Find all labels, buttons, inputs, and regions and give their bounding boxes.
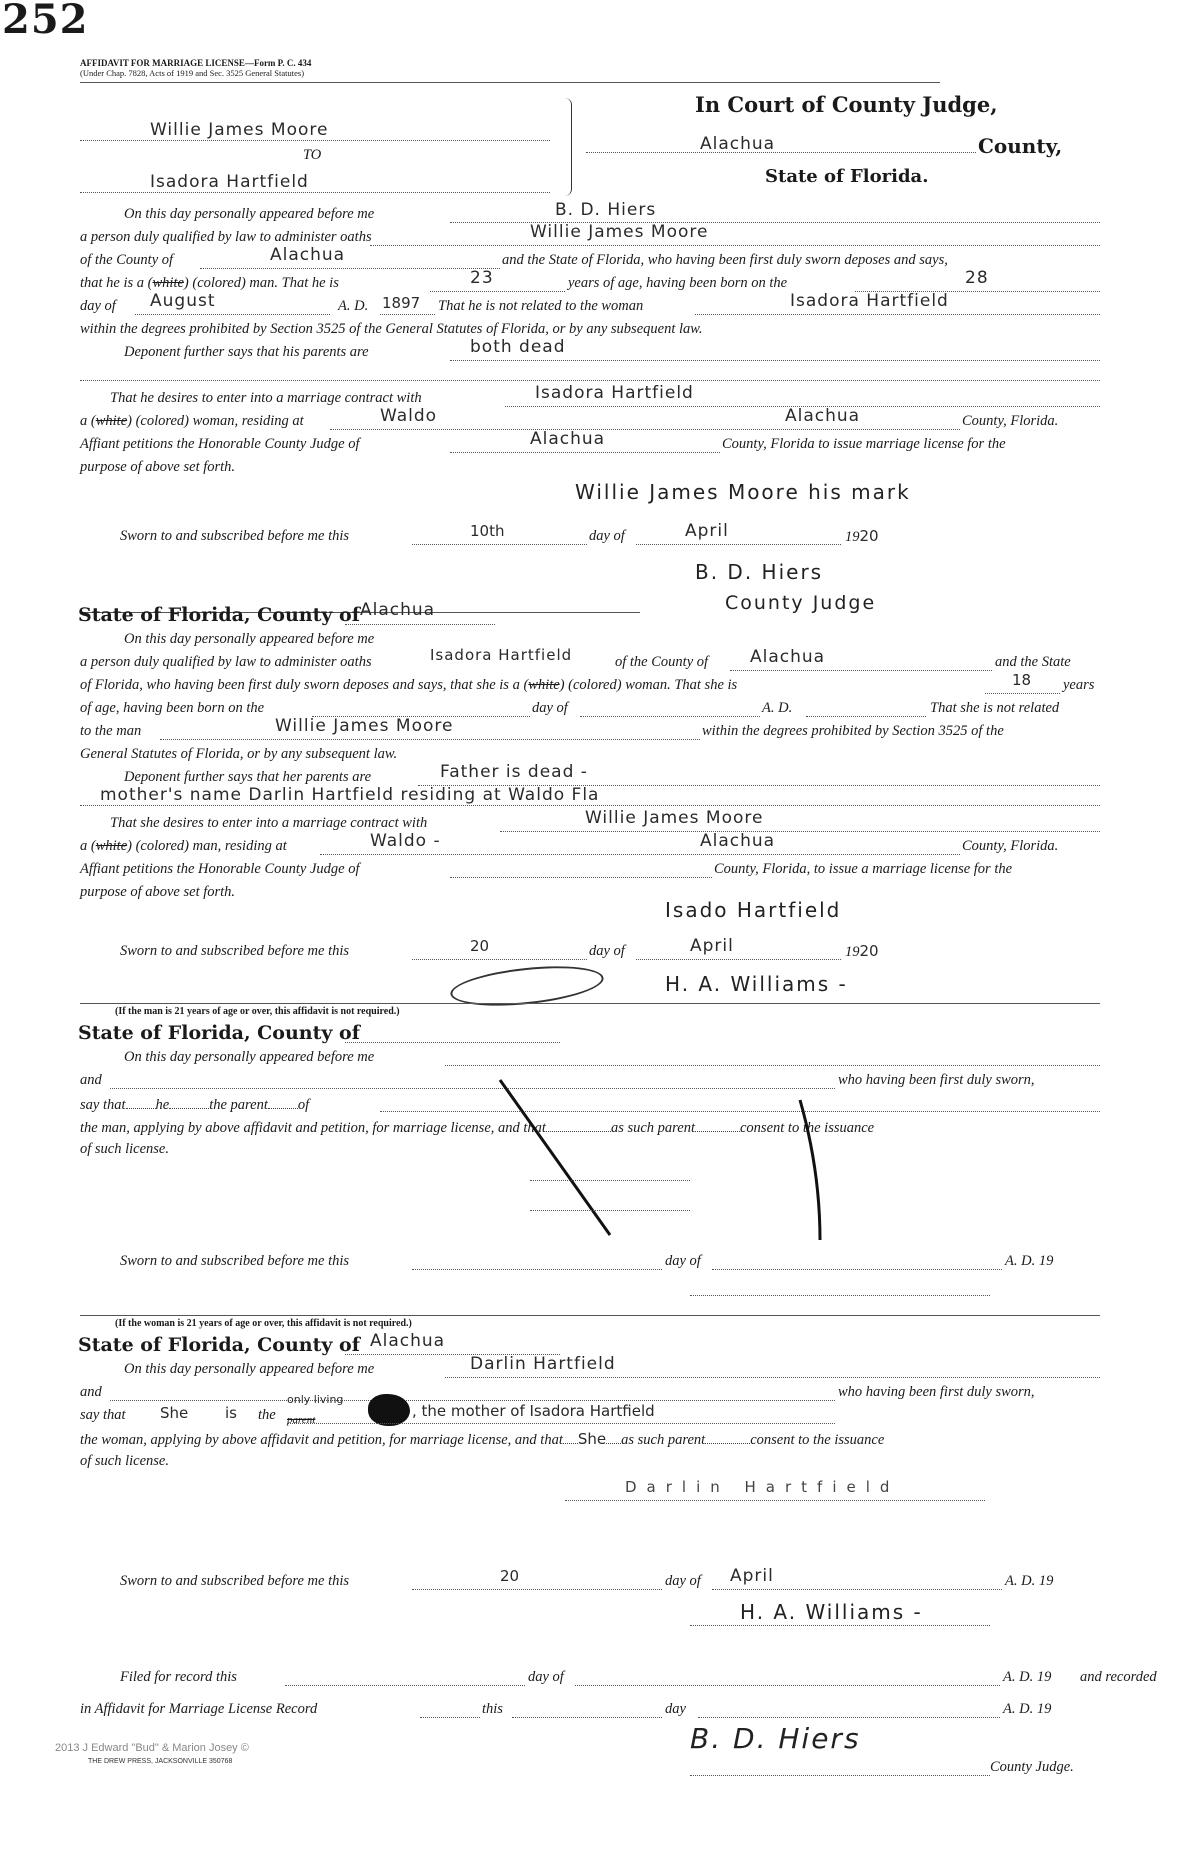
man-parent-officer-sig-line <box>690 1295 990 1296</box>
woman-parent-officer-line <box>445 1377 1100 1378</box>
bride-county-line <box>345 624 495 625</box>
footer-this: this <box>482 1701 503 1717</box>
man-parent-l2b: who having been first duly sworn, <box>838 1072 1035 1088</box>
section-rule-3 <box>80 1315 1100 1316</box>
bride-l5b: within the degrees prohibited by Section 3525 of the <box>702 723 1004 739</box>
county-word: County, <box>978 134 1063 158</box>
woman-parent-l3a: say that <box>80 1407 126 1423</box>
bride-l3c: years <box>1063 677 1095 693</box>
groom-l5a: day of <box>80 298 116 314</box>
bride-parents-2: mother's name Darlin Hartfield residing at Waldo Fla <box>100 785 600 805</box>
bride-age-line <box>985 693 1060 694</box>
groom-affiant: Willie James Moore <box>530 222 709 242</box>
groom-judge-title: County Judge <box>725 592 877 614</box>
bride-parents-1: Father is dead - <box>440 762 588 782</box>
man-parent-ad: A. D. 19 <box>1005 1253 1054 1269</box>
birth-month-line <box>135 314 330 315</box>
void-stroke-left <box>500 1080 610 1235</box>
blank-line <box>80 380 1100 381</box>
bride-l10a: Affiant petitions the Honorable County Judge of <box>80 861 360 877</box>
footer-record-line <box>420 1717 480 1718</box>
woman-parent-clerk-line <box>690 1625 990 1626</box>
woman-parent-sworn: Sworn to and subscribed before me this <box>120 1573 350 1589</box>
county-line <box>200 268 500 269</box>
groom-l6: within the degrees prohibited by Section 3525 of the General Statutes of Florida, or by any subsequent law. <box>80 321 703 337</box>
man-parent-county-line <box>345 1042 560 1043</box>
groom-l8: That he desires to enter into a marriage contract with <box>110 390 422 406</box>
groom-day-of: day of <box>589 528 625 544</box>
bride-line <box>80 192 550 193</box>
groom-contract-with: Isadora Hartfield <box>535 383 694 403</box>
man-parent-l5: of such license. <box>80 1141 169 1157</box>
bride-residing: Waldo - <box>370 831 441 851</box>
groom-l11: purpose of above set forth. <box>80 459 236 475</box>
bride-l4d: That she is not related <box>930 700 1060 716</box>
bride-county2-line <box>730 670 992 671</box>
woman-parent-day-line <box>412 1589 662 1590</box>
seal-scribble <box>449 960 606 1012</box>
bride-l10b: County, Florida, to issue a marriage license for the <box>714 861 1013 877</box>
groom-line <box>80 140 550 141</box>
groom-l7: Deponent further says that his parents are <box>124 344 369 360</box>
to-word: TO <box>303 147 322 163</box>
bride-sworn: Sworn to and subscribed before me this <box>120 943 350 959</box>
birth-year-line <box>380 314 435 315</box>
groom-parents: both dead <box>470 337 566 357</box>
man-parent-note: (If the man is 21 years of age or over, this affidavit is not required.) <box>115 1006 400 1017</box>
groom-residing-county: Alachua <box>785 406 861 426</box>
footer-month-line <box>575 1685 1000 1686</box>
woman-parent-l4: the woman, applying by above affidavit and petition, for marriage license, and that She as such parent consent to the issuance <box>80 1430 885 1448</box>
bride-residing-line <box>320 854 960 855</box>
bride-l2a: a person duly qualified by law to administer oaths <box>80 654 372 670</box>
woman-parent-mark: Darlin Hartfield <box>625 1478 900 1496</box>
woman-parent-note: (If the woman is 21 years of age or over, this affidavit is not required.) <box>115 1318 412 1329</box>
footer-judge-signature: B. D. Hiers <box>690 1722 861 1755</box>
bride-l4a: of age, having been born on the <box>80 700 265 716</box>
man-parent-day-line <box>412 1269 662 1270</box>
groom-birth-month: August <box>150 291 216 311</box>
parents-line <box>450 360 1100 361</box>
bride-signature: Isado Hartfield <box>665 898 842 922</box>
woman-parent-clerk-signature: H. A. Williams - <box>740 1600 923 1624</box>
bride-heading: State of Florida, County of <box>78 604 360 626</box>
groom-signature: Willie James Moore his mark <box>575 480 911 504</box>
groom-l9: a (white) (colored) woman, residing at <box>80 413 304 429</box>
groom-age: 23 <box>470 268 494 288</box>
man-parent-sig-line-2 <box>530 1210 690 1211</box>
man-parent-l2a: and <box>80 1072 102 1088</box>
groom-l3a: of the County of <box>80 252 174 268</box>
footer-judge-line <box>690 1775 990 1776</box>
footer-county-judge: County Judge. <box>990 1759 1074 1775</box>
man-parent-heading: State of Florida, County of <box>78 1022 360 1044</box>
bride-l1: On this day personally appeared before me <box>124 631 375 647</box>
groom-l1: On this day personally appeared before me <box>124 206 375 222</box>
woman-parent-is: is <box>225 1404 237 1422</box>
bride-contract-with: Willie James Moore <box>585 808 764 828</box>
county-header-value: Alachua <box>700 134 776 154</box>
bride-l6: General Statutes of Florida, or by any subsequent law. <box>80 746 398 762</box>
woman-parent-day-of: day of <box>665 1573 701 1589</box>
header-rule <box>80 82 940 83</box>
woman-parent-parent-struck: parent <box>287 1414 316 1426</box>
bride-affiant: Isadora Hartfield <box>430 646 573 664</box>
bride-sworn-month-line <box>636 959 841 960</box>
brace <box>565 98 572 196</box>
man-parent-officer-line <box>445 1065 1100 1066</box>
bride-l9: a (white) (colored) man, residing at <box>80 838 287 854</box>
bride-month-line <box>580 716 760 717</box>
woman-parent-she: She <box>160 1404 189 1422</box>
bride-sworn-day-line <box>412 959 587 960</box>
page-number: 252 <box>2 0 89 43</box>
woman-parent-l2b: who having been first duly sworn, <box>838 1384 1035 1400</box>
bride-county2: Alachua <box>750 647 826 667</box>
affiant-line <box>370 245 1100 246</box>
bride-year-line <box>806 716 926 717</box>
footer-day-of: day of <box>528 1669 564 1685</box>
woman-line <box>695 314 1100 315</box>
bride-contract-line <box>500 831 1100 832</box>
groom-county: Alachua <box>270 245 346 265</box>
groom-woman: Isadora Hartfield <box>790 291 949 311</box>
bride-parents-line-2 <box>80 805 1100 806</box>
woman-parent-mark-line <box>565 1500 985 1501</box>
bride-clerk-signature: H. A. Williams - <box>665 972 848 996</box>
footer-copyright: 2013 J Edward "Bud" & Marion Josey © <box>55 1742 249 1754</box>
groom-sworn-month: April <box>685 521 729 541</box>
woman-parent-officer: Darlin Hartfield <box>470 1354 616 1374</box>
groom-year: 1920 <box>845 527 879 545</box>
woman-parent-ad: A. D. 19 <box>1005 1573 1054 1589</box>
bride-sworn-month: April <box>690 936 734 956</box>
groom-l3b: and the State of Florida, who having been first duly sworn deposes and says, <box>502 252 948 268</box>
court-heading: In Court of County Judge, <box>695 92 998 117</box>
bride-day-of: day of <box>589 943 625 959</box>
woman-parent-sworn-month: April <box>730 1566 774 1586</box>
groom-l5b: A. D. <box>338 298 369 314</box>
man-parent-day-of: day of <box>665 1253 701 1269</box>
groom-officer: B. D. Hiers <box>555 200 657 220</box>
groom-judge-signature: B. D. Hiers <box>695 560 824 584</box>
bride-l2c: and the State <box>995 654 1071 670</box>
groom-l5c: That he is not related to the woman <box>438 298 644 314</box>
bride-sworn-day: 20 <box>470 937 490 955</box>
bride-l4c: A. D. <box>762 700 793 716</box>
sworn-month-line <box>636 544 841 545</box>
woman-parent-of-line <box>287 1423 835 1424</box>
man-parent-month-line <box>712 1269 1002 1270</box>
footer-ad2: A. D. 19 <box>1003 1701 1052 1717</box>
woman-parent-mother-of: , the mother of Isadora Hartfield <box>412 1402 655 1420</box>
age-line <box>430 291 565 292</box>
groom-birth-year: 1897 <box>382 294 421 312</box>
sworn-day-line <box>412 544 587 545</box>
woman-parent-only-living: only living <box>287 1393 344 1406</box>
form-subtitle: (Under Chap. 7828, Acts of 1919 and Sec. 3525 General Statutes) <box>80 68 305 78</box>
bride-man: Willie James Moore <box>275 716 454 736</box>
bride-l2b: of the County of <box>615 654 709 670</box>
groom-l2: a person duly qualified by law to administer oaths <box>80 229 372 245</box>
groom-l4: that he is a (white) (colored) man. That he is <box>80 275 339 291</box>
bride-county: Alachua <box>360 600 436 620</box>
footer-filed: Filed for record this <box>120 1669 237 1685</box>
footer-in-record: in Affidavit for Marriage License Record <box>80 1701 318 1717</box>
county-header-line <box>586 152 976 153</box>
woman-parent-l5: of such license. <box>80 1453 169 1469</box>
bride-l3: of Florida, who having been first duly sworn deposes and says, that she is a (white) (colored) woman. That she is <box>80 677 738 693</box>
bride-l8: That she desires to enter into a marriage contract with <box>110 815 428 831</box>
woman-parent-county: Alachua <box>370 1331 446 1351</box>
footer-this-line <box>512 1717 662 1718</box>
groom-l10a: Affiant petitions the Honorable County Judge of <box>80 436 360 452</box>
man-parent-sig-line-1 <box>530 1180 690 1181</box>
woman-parent-heading: State of Florida, County of <box>78 1334 360 1356</box>
footer-and-recorded: and recorded <box>1080 1669 1157 1685</box>
bride-age: 18 <box>1012 671 1032 689</box>
man-parent-l3: say that he the parent of <box>80 1094 309 1114</box>
groom-l4c: years of age, having been born on the <box>568 275 788 291</box>
form-title: AFFIDAVIT FOR MARRIAGE LICENSE—Form P. C. 434 <box>80 58 312 68</box>
void-stroke-right <box>800 1100 820 1240</box>
groom-l10b: County, Florida to issue marriage license for the <box>722 436 1006 452</box>
void-strokes <box>480 1070 880 1250</box>
footer-printer: THE DREW PRESS, JACKSONVILLE 350768 <box>88 1758 233 1765</box>
bride-l11: purpose of above set forth. <box>80 884 236 900</box>
bride-judge-county-line <box>450 877 712 878</box>
bride-l7: Deponent further says that her parents are <box>124 769 372 785</box>
woman-parent-name-line <box>110 1400 835 1401</box>
footer-ad-recorded: A. D. 19 <box>1003 1669 1052 1685</box>
footer-day: day <box>665 1701 686 1717</box>
ink-blot <box>368 1394 410 1426</box>
woman-parent-l1: On this day personally appeared before me <box>124 1361 375 1377</box>
bride-l4b: day of <box>532 700 568 716</box>
groom-birth-day: 28 <box>965 268 989 288</box>
footer-filed-line <box>285 1685 525 1686</box>
groom-residing: Waldo <box>380 406 438 426</box>
state-heading: State of Florida. <box>765 166 929 187</box>
groom-judge-county: Alachua <box>530 429 606 449</box>
footer-day-line <box>698 1717 1000 1718</box>
woman-parent-sworn-day: 20 <box>500 1567 520 1585</box>
woman-parent-month-line <box>712 1589 1002 1590</box>
bride-year: 1920 <box>845 942 879 960</box>
woman-parent-l2a: and <box>80 1384 102 1400</box>
groom-sworn: Sworn to and subscribed before me this <box>120 528 350 544</box>
judge-county-line <box>450 452 720 453</box>
man-parent-l1: On this day personally appeared before me <box>124 1049 375 1065</box>
residing-line <box>330 429 960 430</box>
section-rule-2 <box>80 1003 1100 1004</box>
groom-sworn-day: 10th <box>470 522 505 540</box>
bride-l5a: to the man <box>80 723 142 739</box>
groom-l9c: County, Florida. <box>962 413 1059 429</box>
groom-name-header: Willie James Moore <box>150 120 329 140</box>
bride-man-line <box>160 739 700 740</box>
bride-l9c: County, Florida. <box>962 838 1059 854</box>
man-parent-l4: the man, applying by above affidavit and petition, for marriage license, and that as such parent consent to the issuance <box>80 1117 874 1137</box>
bride-residing-county: Alachua <box>700 831 776 851</box>
man-parent-sworn: Sworn to and subscribed before me this <box>120 1253 350 1269</box>
woman-parent-l3b: the <box>258 1407 276 1423</box>
bride-name-header: Isadora Hartfield <box>150 172 309 192</box>
